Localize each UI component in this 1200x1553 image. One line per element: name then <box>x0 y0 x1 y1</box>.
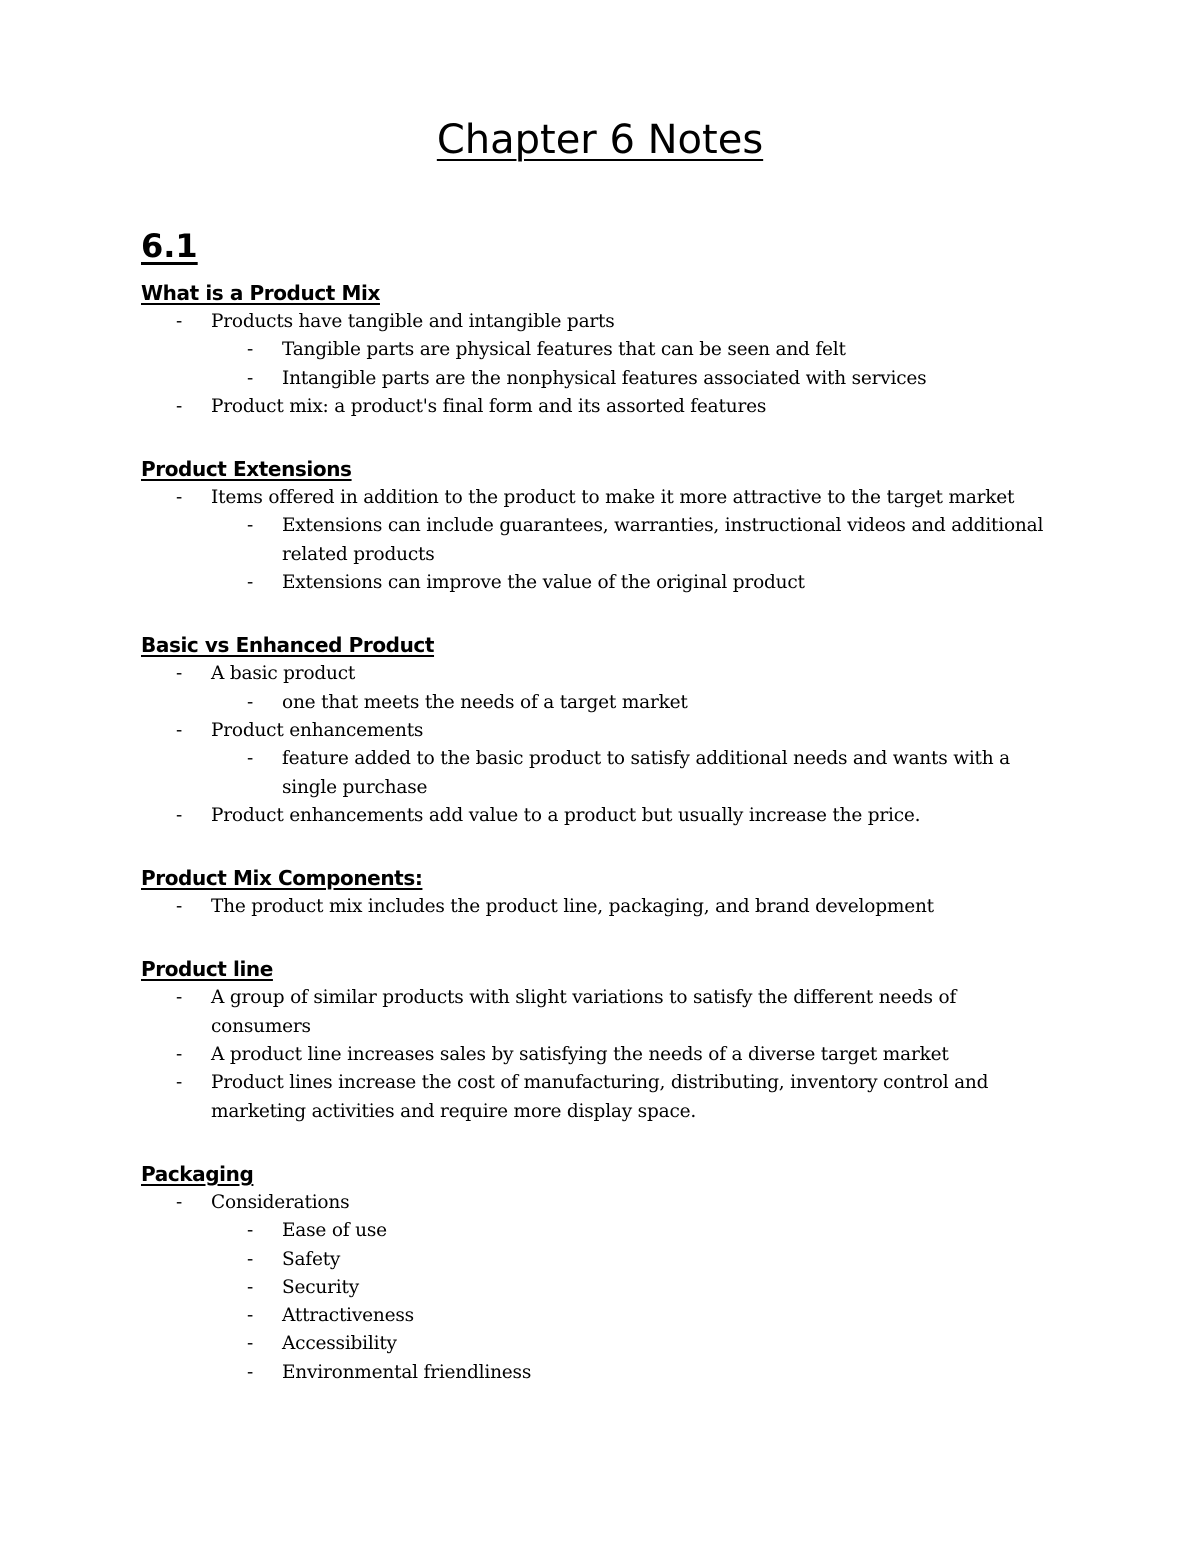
bullet-dash: - <box>247 691 254 713</box>
list-item <box>141 393 1061 421</box>
sub-list-item <box>141 689 1061 717</box>
list-item <box>141 1189 1061 1217</box>
sub-list-item <box>141 1330 1061 1358</box>
bullet-list <box>141 984 1061 1125</box>
notes-section <box>141 454 1061 597</box>
bullet-dash: - <box>176 804 183 826</box>
list-item-text: one that meets the needs of a target market <box>282 691 688 713</box>
list-item <box>141 717 1061 745</box>
bullet-list <box>141 893 1061 921</box>
sub-bullet-list <box>141 689 1061 717</box>
list-item-text: A group of similar products with slight variations to satisfy the different needs of consumers <box>211 987 957 1037</box>
list-item-text: Safety <box>282 1248 341 1270</box>
bullet-dash: - <box>176 1072 183 1094</box>
bullet-dash: - <box>176 896 183 918</box>
list-item-text: Product enhancements add value to a product but usually increase the price. <box>211 804 921 826</box>
list-item-text: Security <box>282 1276 359 1298</box>
list-item-text: Ease of use <box>282 1220 387 1242</box>
bullet-dash: - <box>247 1333 254 1355</box>
notes-section <box>141 278 1061 421</box>
notes-section <box>141 954 1061 1125</box>
list-item <box>141 893 1061 921</box>
bullet-dash: - <box>247 1248 254 1270</box>
list-item-text: Tangible parts are physical features that can be seen and felt <box>282 339 846 361</box>
list-item-text: Product enhancements <box>211 719 424 741</box>
sub-bullet-list <box>141 336 1061 393</box>
section-spacer <box>141 921 1061 954</box>
bullet-dash: - <box>247 572 254 594</box>
section-heading: Product line <box>141 957 273 982</box>
sub-list-item <box>141 336 1061 364</box>
list-item-text: Items offered in addition to the product to make it more attractive to the target market <box>211 487 1015 509</box>
list-item-text: feature added to the basic product to satisfy additional needs and wants with a single purchase <box>282 748 1011 798</box>
sub-list-item <box>141 1359 1061 1387</box>
list-item-text: Attractiveness <box>282 1305 414 1327</box>
bullet-dash: - <box>176 1044 183 1066</box>
notes-content <box>141 278 1061 1387</box>
list-item <box>141 484 1061 512</box>
section-heading: Product Extensions <box>141 457 352 482</box>
list-item-text: A basic product <box>211 663 356 685</box>
bullet-list <box>141 660 1061 830</box>
section-heading: Basic vs Enhanced Product <box>141 633 435 658</box>
bullet-dash: - <box>247 1361 254 1383</box>
section-heading: Packaging <box>141 1161 254 1186</box>
list-item-text: Product mix: a product's final form and its assorted features <box>211 395 767 417</box>
list-item-text: Environmental friendliness <box>282 1361 532 1383</box>
sub-list-item <box>141 1274 1061 1302</box>
list-item <box>141 1069 1061 1126</box>
bullet-dash: - <box>247 1305 254 1327</box>
bullet-dash: - <box>247 515 254 537</box>
list-item <box>141 802 1061 830</box>
sub-list-item <box>141 569 1061 597</box>
bullet-dash: - <box>176 395 183 417</box>
bullet-dash: - <box>176 663 183 685</box>
list-item <box>141 984 1061 1041</box>
sub-list-item <box>141 1302 1061 1330</box>
sub-list-item <box>141 1217 1061 1245</box>
section-heading: What is a Product Mix <box>141 281 380 305</box>
bullet-list <box>141 484 1061 597</box>
bullet-dash: - <box>247 1220 254 1242</box>
sub-list-item <box>141 745 1061 802</box>
bullet-dash: - <box>247 339 254 361</box>
bullet-list <box>141 1189 1061 1387</box>
section-spacer <box>141 1126 1061 1159</box>
list-item-text: Accessibility <box>282 1333 397 1355</box>
sub-bullet-list <box>141 512 1061 597</box>
bullet-dash: - <box>247 1276 254 1298</box>
list-item-text: A product line increases sales by satisfying the needs of a diverse target market <box>211 1044 949 1066</box>
list-item-text: Extensions can include guarantees, warranties, instructional videos and additional related products <box>282 515 1044 565</box>
page-title: Chapter 6 Notes <box>436 117 764 163</box>
list-item <box>141 1041 1061 1069</box>
list-item-text: Product lines increase the cost of manufacturing, distributing, inventory control and marketing activities and require more display space. <box>211 1072 989 1122</box>
notes-section <box>141 1159 1061 1387</box>
sub-list-item <box>141 1246 1061 1274</box>
sub-bullet-list <box>141 1217 1061 1387</box>
list-item <box>141 308 1061 336</box>
list-item-text: The product mix includes the product line, packaging, and brand development <box>211 896 934 918</box>
bullet-dash: - <box>176 987 183 1009</box>
bullet-dash: - <box>247 367 254 389</box>
sub-list-item <box>141 512 1061 569</box>
section-spacer <box>141 597 1061 630</box>
section-number: 6.1 <box>141 227 198 265</box>
sub-list-item <box>141 365 1061 393</box>
list-item-text: Considerations <box>211 1191 350 1213</box>
section-heading: Product Mix Components: <box>141 866 423 891</box>
bullet-list <box>141 308 1061 421</box>
list-item-text: Products have tangible and intangible parts <box>211 311 615 332</box>
list-item <box>141 660 1061 688</box>
bullet-dash: - <box>176 487 183 509</box>
notes-section <box>141 630 1061 830</box>
bullet-dash: - <box>176 719 183 741</box>
bullet-dash: - <box>176 311 183 332</box>
list-item-text: Extensions can improve the value of the original product <box>282 572 805 594</box>
notes-section <box>141 863 1061 921</box>
section-spacer <box>141 421 1061 454</box>
sub-bullet-list <box>141 745 1061 802</box>
section-spacer <box>141 830 1061 863</box>
bullet-dash: - <box>176 1191 183 1213</box>
bullet-dash: - <box>247 748 254 770</box>
list-item-text: Intangible parts are the nonphysical features associated with services <box>282 367 927 389</box>
